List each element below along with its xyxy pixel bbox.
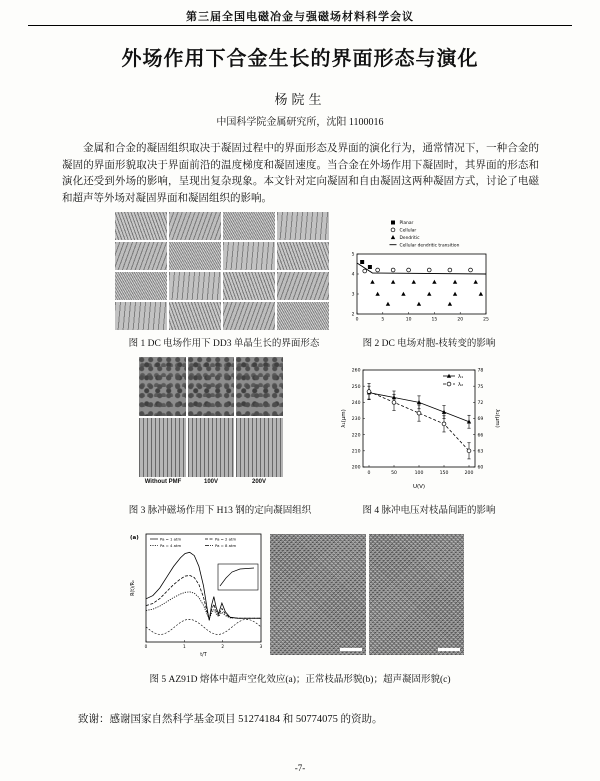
figure-4-chart bbox=[338, 360, 500, 492]
svg-text:Planar: Planar bbox=[399, 221, 414, 227]
fig1-micrograph-panel bbox=[223, 272, 275, 300]
svg-text:66: 66 bbox=[477, 433, 484, 439]
svg-text:60: 60 bbox=[477, 465, 484, 471]
conference-header: 第三届全国电磁冶金与强磁场材料科学会议 bbox=[186, 11, 414, 23]
abstract-paragraph: 金属和合金的凝固组织取决于凝固过程中的界面形态及界面的演化行为，通常情况下，一种合金的凝固的界面形貌取决于界面前沿的温度梯度和凝固速度。当合金在外场作用下凝固时，其界面的形态和演化还受到外场的影响，呈现出复杂现象。本文针对定向凝固和自由凝固这两种凝固方式，讨论了电磁和超声等外场对凝固界面和凝固组织的影响。 bbox=[62, 143, 539, 204]
svg-text:λ₁(μm): λ₁(μm) bbox=[341, 409, 347, 428]
fig1-micrograph-panel bbox=[223, 242, 275, 270]
figure-3-panels bbox=[139, 357, 283, 477]
fig3-micrograph-panel bbox=[188, 418, 235, 477]
svg-text:0: 0 bbox=[144, 644, 148, 649]
figure-5c-micrograph bbox=[369, 534, 465, 655]
svg-text:λ₂(μm): λ₂(μm) bbox=[494, 409, 500, 428]
svg-text:3: 3 bbox=[351, 292, 355, 298]
fig1-micrograph-panel bbox=[277, 272, 329, 300]
svg-text:Pa = 2 atm: Pa = 2 atm bbox=[215, 536, 237, 542]
svg-text:2: 2 bbox=[351, 312, 355, 318]
fig1-micrograph-panel bbox=[223, 212, 275, 240]
svg-text:Cellular: Cellular bbox=[399, 228, 417, 234]
svg-text:U(V): U(V) bbox=[412, 484, 426, 490]
figure-1-micrograph-grid bbox=[115, 212, 329, 330]
svg-text:220: 220 bbox=[351, 433, 361, 439]
svg-text:63: 63 bbox=[477, 449, 484, 455]
fig1-micrograph-panel bbox=[169, 302, 221, 330]
fig3-micrograph-panel bbox=[139, 357, 186, 416]
figure-2-chart bbox=[337, 218, 493, 328]
fig1-micrograph-panel bbox=[169, 272, 221, 300]
author-affiliation: 中国科学院金属研究所，沈阳 1100016 bbox=[216, 117, 384, 128]
svg-text:t/T: t/T bbox=[200, 653, 207, 658]
fig3-micrograph-panel bbox=[139, 418, 186, 477]
header-divider bbox=[28, 25, 572, 26]
svg-text:240: 240 bbox=[351, 400, 361, 406]
svg-text:5: 5 bbox=[381, 317, 385, 323]
fig1-micrograph-panel bbox=[223, 302, 275, 330]
fig3-micrograph-panel bbox=[236, 357, 283, 416]
figure-2-caption: 图 2 DC 电场对胞-枝转变的影响 bbox=[362, 339, 496, 349]
svg-text:100: 100 bbox=[414, 471, 424, 476]
svg-text:λ₂: λ₂ bbox=[458, 381, 464, 388]
fig1-micrograph-panel bbox=[169, 242, 221, 270]
figure-3-micrograph-grid bbox=[139, 357, 283, 477]
figure-4-caption: 图 4 脉冲电压对枝晶间距的影响 bbox=[362, 506, 496, 516]
figure-5b-micrograph bbox=[270, 534, 366, 655]
fig3-condition-label: 100V bbox=[203, 479, 218, 485]
svg-text:200: 200 bbox=[464, 471, 474, 476]
svg-text:R(t)/R₀: R(t)/R₀ bbox=[131, 580, 136, 596]
author-name: 杨院生 bbox=[274, 92, 326, 107]
svg-text:78: 78 bbox=[477, 368, 484, 374]
acknowledgement: 致谢：感谢国家自然科学基金项目 51274184 和 50774075 的资助。 bbox=[78, 714, 383, 725]
fig3-micrograph-panel bbox=[188, 357, 235, 416]
fig3-micrograph-panel bbox=[236, 418, 283, 477]
fig1-micrograph-panel bbox=[169, 212, 221, 240]
fig1-micrograph-panel bbox=[115, 242, 167, 270]
figure-5-caption: 图 5 AZ91D 熔体中超声空化效应(a)；正常枝晶形貌(b)；超声凝固形貌(c) bbox=[149, 675, 451, 685]
figure-3-column-labels bbox=[139, 479, 283, 485]
fig1-micrograph-panel bbox=[115, 212, 167, 240]
svg-text:(a): (a) bbox=[130, 535, 139, 541]
svg-text:20: 20 bbox=[457, 317, 464, 323]
figure-5-micrograph-panels bbox=[270, 534, 464, 655]
svg-text:λ₁: λ₁ bbox=[458, 373, 464, 380]
svg-text:Pa = 8 atm: Pa = 8 atm bbox=[215, 543, 237, 549]
svg-text:0: 0 bbox=[367, 471, 371, 476]
fig1-micrograph-panel bbox=[277, 242, 329, 270]
svg-text:1: 1 bbox=[182, 644, 186, 649]
fig1-micrograph-panel bbox=[277, 212, 329, 240]
svg-text:3: 3 bbox=[259, 644, 263, 649]
svg-text:210: 210 bbox=[351, 449, 361, 455]
svg-text:2: 2 bbox=[221, 644, 225, 649]
page-number: -7- bbox=[294, 763, 306, 773]
svg-text:15: 15 bbox=[431, 317, 438, 323]
svg-text:Dendritic: Dendritic bbox=[399, 236, 420, 241]
fig1-micrograph-panel bbox=[115, 272, 167, 300]
fig3-condition-label: Without PMF bbox=[144, 479, 182, 485]
scale-bar bbox=[340, 648, 362, 651]
fig1-micrograph-panel bbox=[277, 302, 329, 330]
figure-1-panels bbox=[115, 212, 329, 330]
svg-text:4: 4 bbox=[351, 272, 355, 278]
svg-text:230: 230 bbox=[351, 417, 361, 423]
svg-text:150: 150 bbox=[439, 471, 449, 476]
figure-3-caption: 图 3 脉冲磁场作用下 H13 钢的定向凝固组织 bbox=[128, 506, 312, 516]
svg-text:260: 260 bbox=[351, 368, 361, 374]
svg-text:72: 72 bbox=[477, 400, 484, 406]
svg-text:200: 200 bbox=[351, 465, 361, 471]
svg-text:25: 25 bbox=[483, 317, 489, 323]
svg-text:Pa = 1 atm: Pa = 1 atm bbox=[160, 536, 182, 542]
scale-bar bbox=[438, 648, 460, 651]
fig3-condition-label: 200V bbox=[251, 479, 266, 485]
svg-text:5: 5 bbox=[351, 252, 355, 258]
svg-text:50: 50 bbox=[391, 471, 397, 476]
svg-text:250: 250 bbox=[351, 384, 361, 390]
svg-text:75: 75 bbox=[477, 384, 484, 390]
svg-text:0: 0 bbox=[355, 317, 359, 323]
svg-text:10: 10 bbox=[405, 317, 412, 323]
paper-title: 外场作用下合金生长的界面形态与演化 bbox=[121, 48, 479, 70]
figure-5a-cavitation-chart bbox=[128, 528, 266, 658]
svg-text:69: 69 bbox=[477, 417, 484, 423]
svg-text:Cellular dendritic transition: Cellular dendritic transition bbox=[399, 243, 460, 249]
fig1-micrograph-panel bbox=[115, 302, 167, 330]
svg-text:Pa = 4 atm: Pa = 4 atm bbox=[160, 543, 182, 549]
figure-1-caption: 图 1 DC 电场作用下 DD3 单晶生长的界面形态 bbox=[128, 339, 320, 349]
